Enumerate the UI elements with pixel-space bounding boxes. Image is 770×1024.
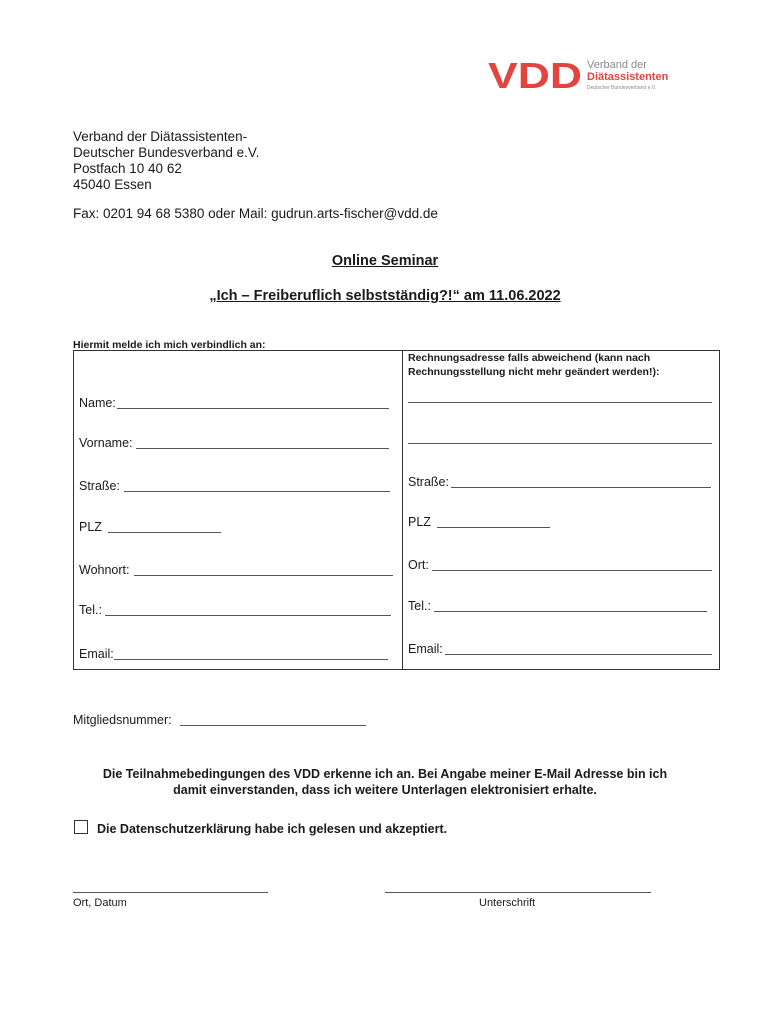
billing-zip-field[interactable] xyxy=(437,527,550,528)
address-line: Deutscher Bundesverband e.V. xyxy=(73,145,260,160)
place-date-label: Ort, Datum xyxy=(73,897,127,909)
place-date-field[interactable] xyxy=(73,892,268,893)
signature-label: Unterschrift xyxy=(479,897,536,909)
zip-label: PLZ xyxy=(79,520,102,534)
form-column-divider xyxy=(402,350,403,670)
email-label: Email: xyxy=(79,647,114,661)
vdd-logo xyxy=(488,58,584,92)
billing-name-field[interactable] xyxy=(408,402,712,403)
page-title: Online Seminar xyxy=(331,253,439,269)
billing-firstname-field[interactable] xyxy=(408,443,712,444)
billing-street-label: Straße: xyxy=(408,475,449,489)
registration-form-box xyxy=(73,350,720,670)
city-field[interactable] xyxy=(134,575,393,576)
address-line: 45040 Essen xyxy=(73,177,152,192)
terms-line: Die Teilnahmebedingungen des VDD erkenne ich an. Bei Angabe meiner E-Mail Adresse bin ich xyxy=(102,767,668,781)
billing-phone-field[interactable] xyxy=(434,611,707,612)
street-label: Straße: xyxy=(79,479,120,493)
zip-field[interactable] xyxy=(108,532,221,533)
billing-address-note: Rechnungsadresse falls abweichend (kann nach Rechnungsstellung nicht mehr geändert werden!): xyxy=(408,352,660,378)
seminar-subtitle: „Ich – Freiberuflich selbstständig?!“ am 11.06.2022 xyxy=(209,288,561,304)
billing-city-field[interactable] xyxy=(432,570,712,571)
privacy-checkbox[interactable] xyxy=(74,820,88,834)
billing-city-label: Ort: xyxy=(408,558,429,572)
membership-number-field[interactable] xyxy=(180,725,366,726)
registration-intro: Hiermit melde ich mich verbindlich an: xyxy=(73,339,266,351)
logo-line-3: Deutscher Bundesverband e.V. xyxy=(587,85,657,91)
email-field[interactable] xyxy=(114,659,388,660)
address-line: Postfach 10 40 62 xyxy=(73,161,182,176)
city-label: Wohnort: xyxy=(79,563,130,577)
billing-phone-label: Tel.: xyxy=(408,599,431,613)
firstname-field[interactable] xyxy=(136,448,389,449)
name-field[interactable] xyxy=(117,408,389,409)
billing-email-field[interactable] xyxy=(445,654,712,655)
phone-label: Tel.: xyxy=(79,603,102,617)
membership-label: Mitgliedsnummer: xyxy=(73,713,172,727)
address-line: Verband der Diätassistenten- xyxy=(73,129,248,144)
logo-wordmark xyxy=(587,60,668,91)
billing-zip-label: PLZ xyxy=(408,515,431,529)
logo-line-2: Diätassistenten xyxy=(587,71,669,83)
name-label: Name: xyxy=(79,396,116,410)
recipient-address xyxy=(73,129,259,193)
terms-text xyxy=(0,766,770,798)
privacy-label: Die Datenschutzerklärung habe ich gelesen und akzeptiert. xyxy=(97,822,448,836)
signature-field[interactable] xyxy=(385,892,651,893)
terms-line: damit einverstanden, dass ich weitere Unterlagen elektronisiert erhalte. xyxy=(173,783,597,797)
billing-email-label: Email: xyxy=(408,642,443,656)
logo-line-1: Verband der xyxy=(587,59,647,71)
firstname-label: Vorname: xyxy=(79,436,133,450)
phone-field[interactable] xyxy=(105,615,391,616)
contact-line: Fax: 0201 94 68 5380 oder Mail: gudrun.arts-fischer@vdd.de xyxy=(73,206,438,221)
street-field[interactable] xyxy=(124,491,390,492)
logo-letters: VDD xyxy=(488,58,582,92)
billing-street-field[interactable] xyxy=(451,487,711,488)
